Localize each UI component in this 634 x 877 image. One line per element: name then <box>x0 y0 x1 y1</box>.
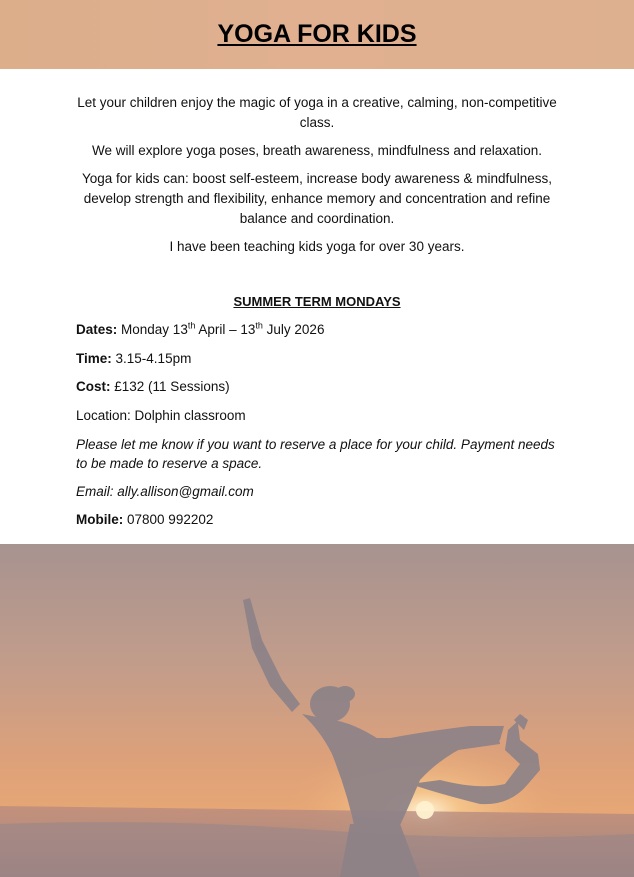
location-row: Location: Dolphin classroom <box>76 408 246 423</box>
section-heading: SUMMER TERM MONDAYS <box>233 294 401 309</box>
time-label: Time: <box>76 351 112 366</box>
cost-label: Cost: <box>76 379 111 394</box>
header-band <box>0 0 634 69</box>
email-row[interactable]: Email: ally.allison@gmail.com <box>76 484 254 499</box>
mobile-value[interactable]: 07800 992202 <box>127 512 214 527</box>
dates-text: April – 13 <box>195 322 256 337</box>
page-title: YOGA FOR KIDS <box>217 20 417 48</box>
sunset-silhouette-image <box>0 544 634 877</box>
intro-section <box>70 93 564 265</box>
time-row <box>76 349 568 368</box>
dates-text: Monday 13 <box>121 322 188 337</box>
dates-row <box>76 320 568 339</box>
intro-paragraph: Yoga for kids can: boost self-esteem, increase body awareness & mindfulness, develop strength and flexibility, enhance memory and concentration and refine balance and coordination. <box>81 171 552 226</box>
dates-label: Dates: <box>76 322 118 337</box>
intro-paragraph: I have been teaching kids yoga for over 30 years. <box>169 239 465 254</box>
mobile-label: Mobile: <box>76 512 124 527</box>
mobile-row <box>76 510 568 529</box>
yoga-sunset-photo <box>0 544 634 877</box>
dates-value <box>121 322 324 337</box>
intro-paragraph: Let your children enjoy the magic of yoga in a creative, calming, non-competitive class. <box>77 95 557 130</box>
intro-paragraph: We will explore yoga poses, breath awareness, mindfulness and relaxation. <box>92 143 542 158</box>
cost-value: £132 (11 Sessions) <box>114 379 230 394</box>
time-value: 3.15-4.15pm <box>115 351 192 366</box>
dates-suffix: th <box>255 320 263 331</box>
cost-row <box>76 377 568 396</box>
dates-suffix: th <box>187 320 196 331</box>
dates-text: July 2026 <box>262 322 325 337</box>
reserve-note: Please let me know if you want to reserve a place for your child. Payment needs to be made to reserve a space. <box>76 437 555 471</box>
